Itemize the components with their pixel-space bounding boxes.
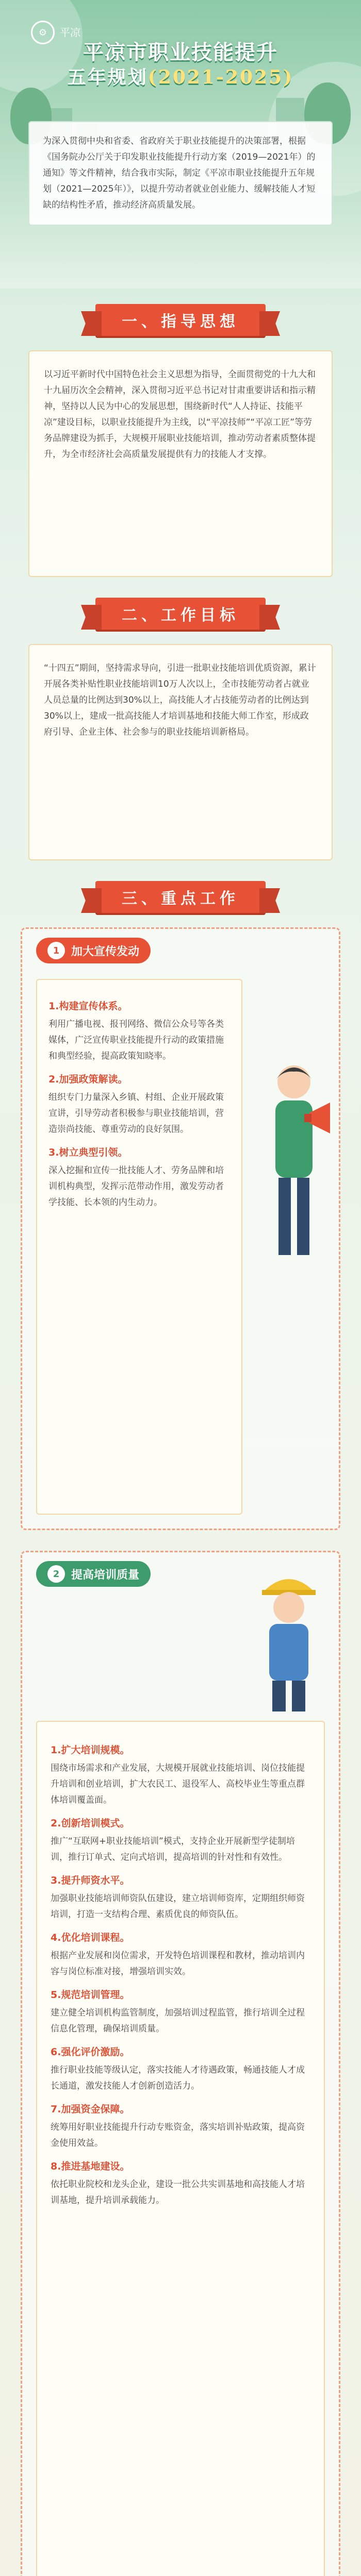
page-subtitle [0, 63, 361, 89]
subsection-label: 加大宣传发动 [71, 945, 140, 958]
subsection-tag-publicity [36, 938, 151, 963]
subsection-number: 1 [47, 942, 65, 959]
item-heading: 3.树立典型引领。 [48, 1147, 128, 1158]
subsection-label: 提高培训质量 [71, 1568, 140, 1582]
item-text: 组织专门力量深入乡镇、村组、企业开展政策宣讲，引导劳动者积极参与职业技能培训，营造崇尚技能、尊重劳动的良好氛围。 [48, 1092, 224, 1134]
worker-illustration [242, 1561, 335, 1716]
item-heading: 4.优化培训课程。 [51, 1932, 130, 1943]
section-ribbon-key-work [95, 881, 266, 913]
item-text: 利用广播电视、报刊网络、微信公众号等各类媒体，广泛宣传职业技能提升行动的政策措施和典型经验，提高政策知晓率。 [48, 1019, 224, 1061]
section-body: 以习近平新时代中国特色社会主义思想为指导，全面贯彻党的十九大和十九届历次全会精神，深入贯彻习近平总书记对甘肃重要讲话和指示精神，坚持以人民为中心的发展思想，围绕新时代“人人持证、技能平凉”建设目标，以职业技能提升为主线，以“平凉技师”“平凉工匠”等劳务品牌建设为抓手，大规模开展职业技能培训，推动劳动者素质整体提升，为全市经济社会高质量发展提供有力的技能人才支撑。 [44, 369, 316, 460]
section-title: 三、重点工作 [122, 890, 239, 908]
logo-text: 平凉 [60, 26, 80, 39]
subsection-card-quality [36, 1721, 325, 2576]
item-heading: 1.构建宣传体系。 [48, 1001, 128, 1012]
speaker-illustration [253, 1056, 335, 1273]
item-heading: 1.扩大培训规模。 [51, 1744, 130, 1756]
section-card-goals [28, 644, 333, 860]
section-ribbon-guiding [95, 304, 266, 336]
subsection-number: 2 [47, 1565, 65, 1583]
section-title: 二、工作目标 [122, 606, 239, 624]
item-text: 推行职业技能等级认定，落实技能人才待遇政策，畅通技能人才成长通道，激发技能人才创新创造活力。 [51, 2065, 305, 2091]
item-text: 建立健全培训机构监管制度，加强培训过程监管，推行培训全过程信息化管理，确保培训质量。 [51, 2008, 305, 2034]
section-body: “十四五”期间，坚持需求导向，引进一批职业技能培训优质资源，累计开展各类补贴性职业技能培训10万人次以上，全市技能劳动者占就业人员总量的比例达到30%以上，高技能人才占技能劳动者的比例达到30%以上，建成一批高技能人才培训基地和技能大师工作室，形成政府引导、企业主体、社会参与的职业技能培训新格局。 [44, 663, 316, 737]
item-heading: 6.强化评价激励。 [51, 2046, 130, 2058]
section-title: 一、指导思想 [122, 313, 239, 331]
item-heading: 3.提升师资水平。 [51, 1875, 130, 1886]
section-card-guiding [28, 350, 333, 577]
subsection-tag-quality [36, 1561, 151, 1587]
subtitle-years: (2021-2025) [147, 66, 294, 88]
hero-banner [0, 0, 361, 289]
section-ribbon-goals [95, 598, 266, 630]
item-heading: 8.推进基地建设。 [51, 2161, 130, 2172]
subsection-card-publicity [36, 979, 242, 1515]
item-heading: 7.加强资金保障。 [51, 2104, 130, 2115]
item-text: 依托职业院校和龙头企业，建设一批公共实训基地和高技能人才培训基地，提升培训承载能力。 [51, 2179, 305, 2206]
item-text: 推广“互联网+职业技能培训”模式，支持企业开展新型学徒制培训，推行订单式、定向式培训，提高培训的针对性和有效性。 [51, 1836, 295, 1862]
item-heading: 5.规范培训管理。 [51, 1989, 130, 2001]
item-heading: 2.加强政策解读。 [48, 1074, 128, 1085]
item-text: 统筹用好职业技能提升行动专账资金，落实培训补贴政策，提高资金使用效益。 [51, 2122, 305, 2148]
subtitle-main: 五年规划 [67, 66, 148, 88]
intro-text: 为深入贯彻中央和省委、省政府关于职业技能提升的决策部署，根据《国务院办公厅关于印发职业技能提升行动方案（2019—2021年）的通知》等文件精神，结合我市实际，制定《平凉市职业技能提升五年规划（2021—2025年）》，以提升劳动者就业创业能力、缓解技能人才短缺的结构性矛盾，推动经济高质量发展。 [28, 121, 333, 226]
logo-emblem-icon: ⚙ [31, 21, 55, 44]
item-text: 根据产业发展和岗位需求，开发特色培训课程和教材，推动培训内容与岗位标准对接，增强培训实效。 [51, 1951, 305, 1977]
item-text: 围绕市场需求和产业发展，大规模开展就业技能培训、岗位技能提升培训和创业培训，扩大农民工、退役军人、高校毕业生等重点群体培训覆盖面。 [51, 1763, 305, 1805]
item-heading: 2.创新培训模式。 [51, 1818, 130, 1829]
item-text: 深入挖掘和宣传一批技能人才、劳务品牌和培训机构典型，发挥示范带动作用，激发劳动者学技能、长本领的内生动力。 [48, 1165, 224, 1208]
page-title: 平凉市职业技能提升 [83, 40, 278, 64]
item-text: 加强职业技能培训师资队伍建设，建立培训师资库，定期组织师资培训，打造一支结构合理、素质优良的师资队伍。 [51, 1893, 305, 1920]
